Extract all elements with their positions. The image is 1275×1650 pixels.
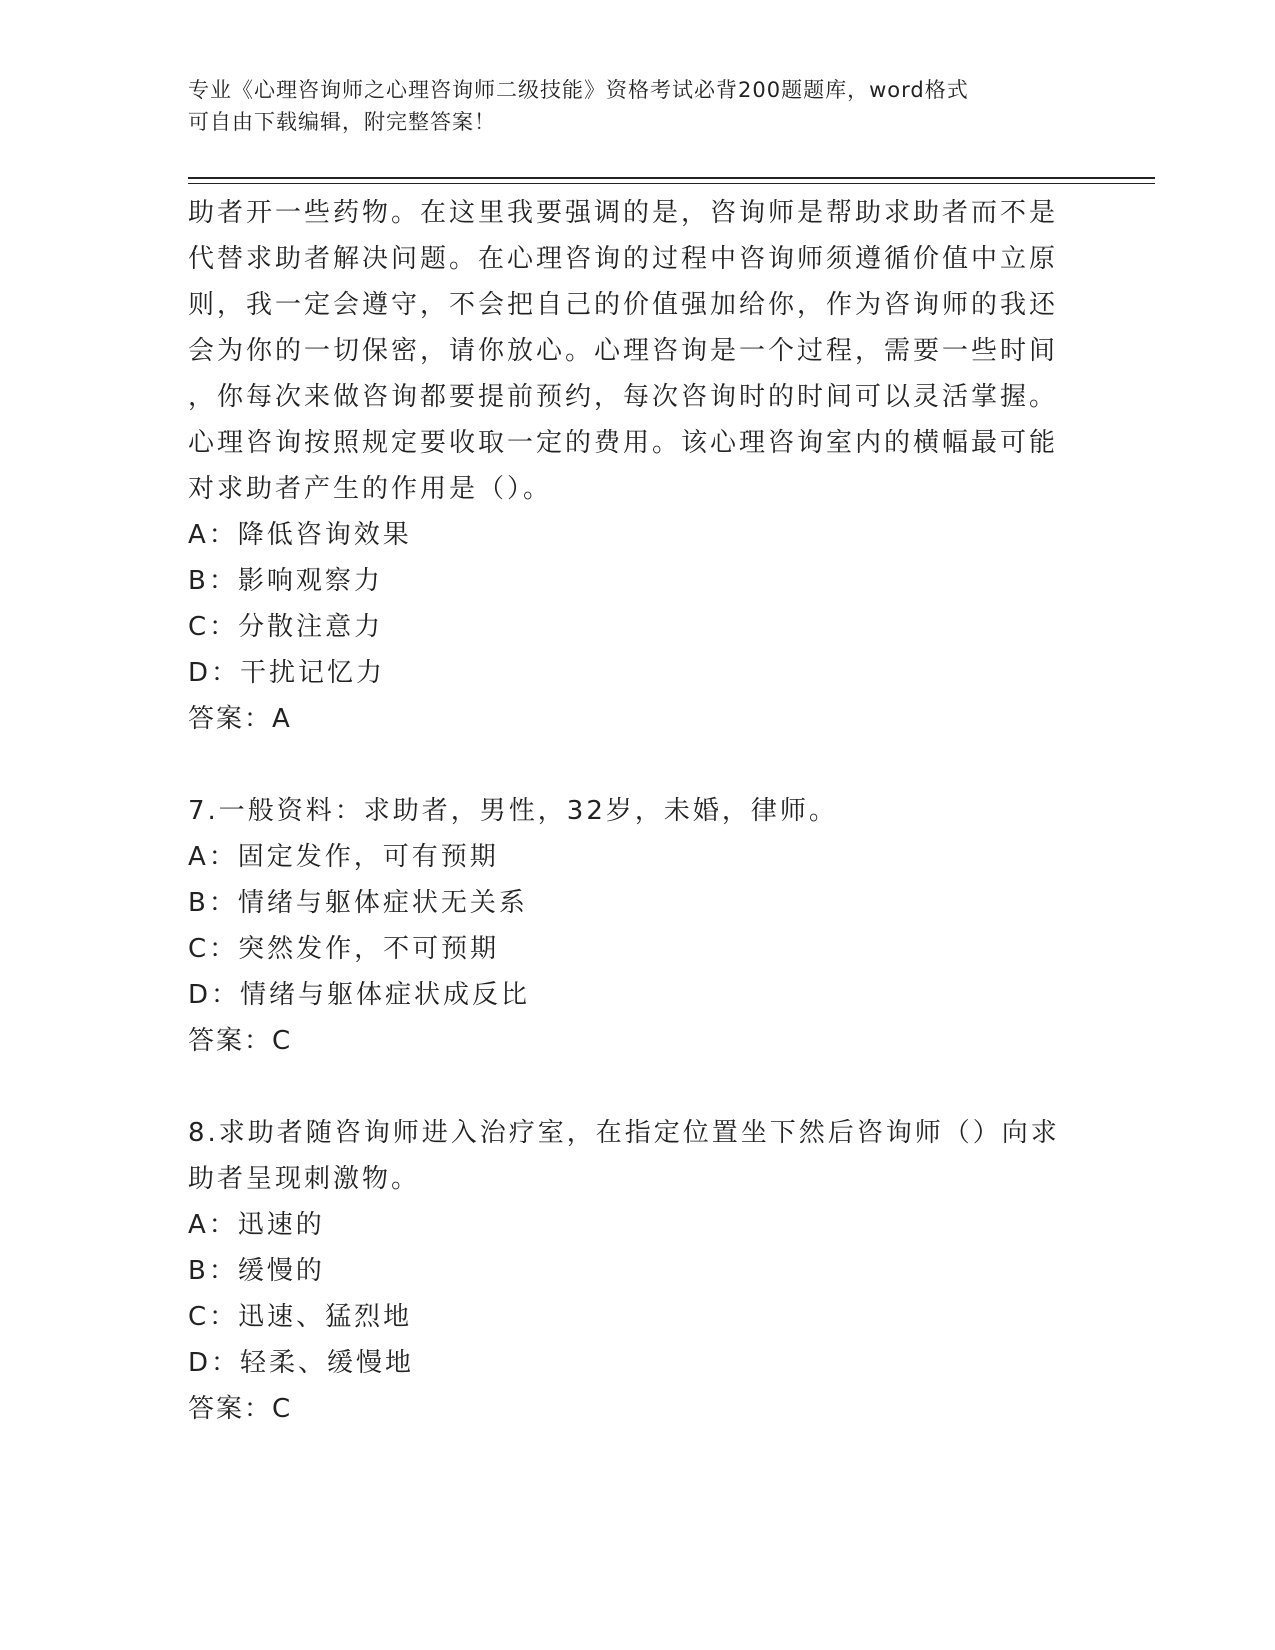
option-c: C：迅速、猛烈地 [188,1302,413,1332]
document-header [188,74,1068,138]
question-text-line: 7.一般资料：求助者，男性，32岁，未婚，律师。 [188,796,838,826]
question-text-line: 心理咨询按照规定要收取一定的费用。该心理咨询室内的横幅最可能 [188,428,1059,458]
header-line-2: 可自由下载编辑，附完整答案！ [188,110,496,134]
header-rule-thin [188,183,1155,184]
option-b: B：影响观察力 [188,566,383,596]
answer-label: 答案：C [188,1026,293,1056]
question-content [188,190,1088,1432]
option-c: C：突然发作，不可预期 [188,934,500,964]
header-line-1: 专业《心理咨询师之心理咨询师二级技能》资格考试必背200题题库，word格式 [188,78,969,102]
header-rule-thick [188,177,1155,179]
question-spacer [188,1064,1088,1110]
answer-label: 答案：A [188,704,292,734]
option-d: D：情绪与躯体症状成反比 [188,980,531,1010]
option-a: A：固定发作，可有预期 [188,842,499,872]
question-8 [188,1110,1088,1432]
question-6 [188,190,1088,742]
question-text-line: ，你每次来做咨询都要提前预约，每次咨询时的时间可以灵活掌握。 [188,382,1059,412]
question-text-line: 代替求助者解决问题。在心理咨询的过程中咨询师须遵循价值中立原 [188,244,1059,274]
option-d: D：干扰记忆力 [188,658,386,688]
option-a: A：迅速的 [188,1210,325,1240]
question-text-line: 对求助者产生的作用是（）。 [188,474,553,504]
question-text-line: 8.求助者随咨询师进入治疗室，在指定位置坐下然后咨询师（）向求 [188,1118,1060,1148]
option-a: A：降低咨询效果 [188,520,412,550]
question-text-line: 会为你的一切保密，请你放心。心理咨询是一个过程，需要一些时间 [188,336,1059,366]
option-b: B：缓慢的 [188,1256,325,1286]
question-7 [188,788,1088,1064]
option-c: C：分散注意力 [188,612,384,642]
question-text-line: 助者开一些药物。在这里我要强调的是，咨询师是帮助求助者而不是 [188,198,1059,228]
answer-label: 答案：C [188,1394,293,1424]
option-d: D：轻柔、缓慢地 [188,1348,415,1378]
option-b: B：情绪与躯体症状无关系 [188,888,528,918]
question-text-line: 助者呈现刺激物。 [188,1164,421,1194]
question-text-line: 则，我一定会遵守，不会把自己的价值强加给你，作为咨询师的我还 [188,290,1059,320]
question-spacer [188,742,1088,788]
